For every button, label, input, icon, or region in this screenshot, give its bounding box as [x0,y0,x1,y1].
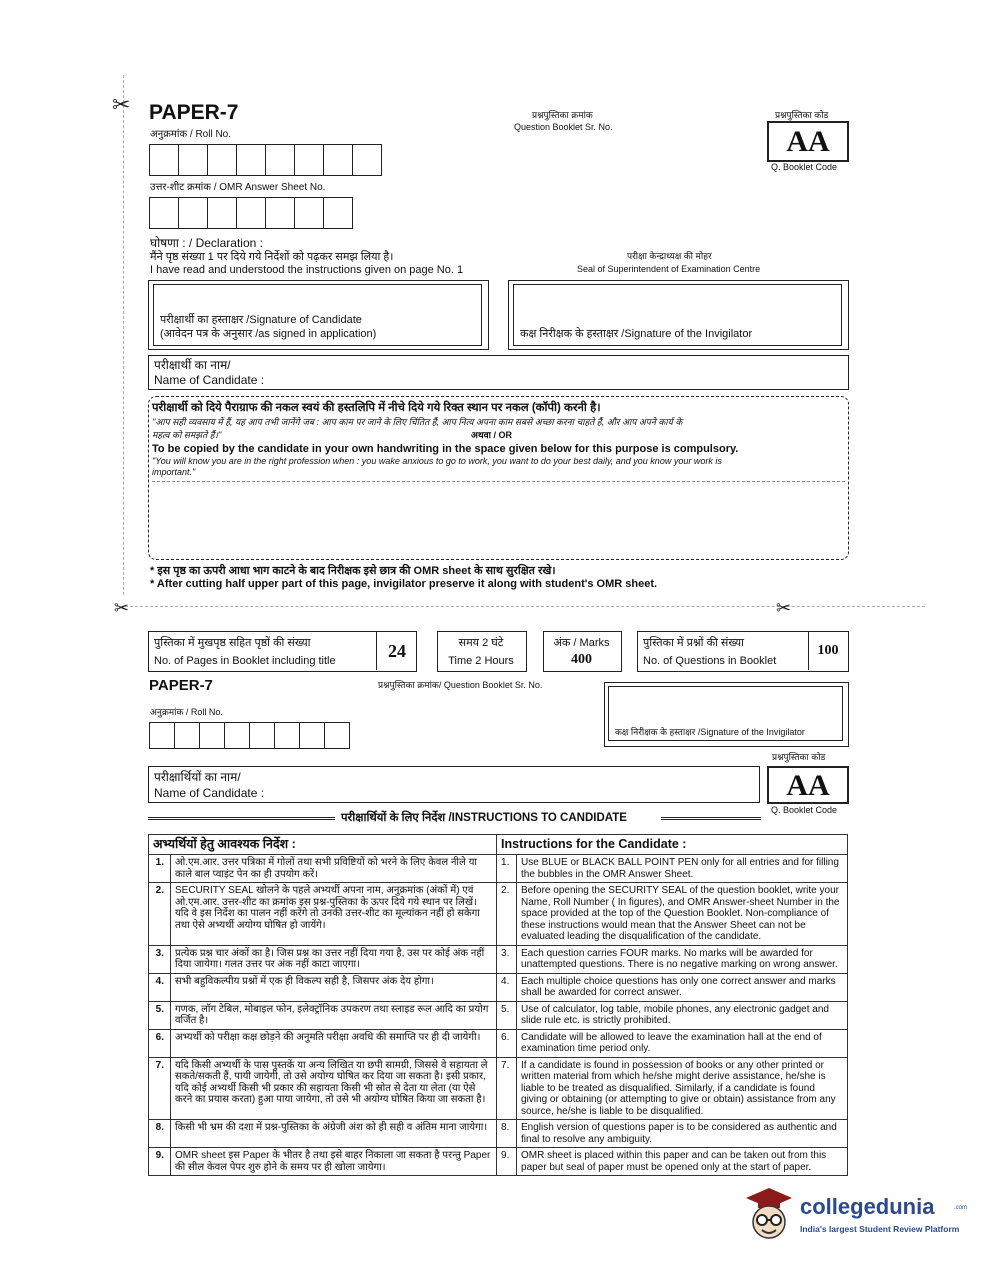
instruction-row: 1. ओ.एम.आर. उत्तर पत्रिका में गोलों तथा सभी प्रविष्टियों को भरने के लिए केवल नीले या काले बाल प्वाइंट पेन का ही उपयोग करें। 1. Use BLUE or BLACK BALL POINT PEN only for all entries and for filling the bubbles in the OMR Answer Sheet. [149,855,848,883]
questions-count-hi: पुस्तिका में प्रश्नों की संख्या [643,637,745,649]
instruction-hi: SECURITY SEAL खोलने के पहले अभ्यर्थी अपना नाम, अनुक्रमांक (अंकों में) एवं ओ.एम.आर. उत्तर-शीट का क्रमांक इस प्रश्न-पुस्तिका के ऊपर दिये गये स्थान पर लिखें। यदि वे इस निर्देश का पालन नहीं करेंगे तो उनकी उत्तर-शीट का मूल्यांकन नहीं हो सकेगा तथा ऐसे अभ्यर्थी अयोग्य घोषित हो जायेंगे। [171,883,497,946]
questions-count-box [637,631,849,672]
watermark-suffix: .com [954,1205,968,1211]
paper-title: PAPER-7 [149,101,239,124]
scissor-icon: ✂ [112,92,131,117]
collegedunia-watermark [742,1182,972,1244]
booklet-sr-en: Question Booklet Sr. No. [514,122,613,132]
candidate-name-en: Name of Candidate : [154,373,265,387]
candidate-signature-note: (आवेदन पत्र के अनुसार /as signed in application) [160,328,377,340]
invigilator-signature-box-bottom[interactable] [604,682,849,747]
instruction-hi: सभी बहुविकल्पीय प्रश्नों में एक ही विकल्प सही है, जिसपर अंक देय होगा। [171,973,497,1001]
instruction-hi: किसी भी भ्रम की दशा में प्रश्न-पुस्तिका के अंग्रेजी अंश को ही सही व अंतिम माना जायेगा। [171,1120,497,1148]
instructions-hi-header: अभ्यर्थियों हेतु आवश्यक निर्देश : [149,835,497,855]
cut-guide-vertical [123,75,124,595]
instruction-hi: OMR sheet इस Paper के भीतर है तथा इसे बाहर निकाला जा सकता है परन्तु Paper की सील केवल पेपर शुरु होने के समय पर ही खोला जायेगा। [171,1148,497,1176]
marks-box [543,631,622,672]
candidate-name-hi-bottom: परीक्षार्थियों का नाम/ [154,770,241,784]
omr-number-boxes[interactable] [149,197,353,229]
booklet-code-value-bottom: AA [786,769,830,802]
seal-en: Seal of Superintendent of Examination Centre [577,264,761,274]
candidate-name-box[interactable] [148,355,849,390]
candidate-name-box-bottom[interactable] [148,766,760,803]
instruction-row: 2. SECURITY SEAL खोलने के पहले अभ्यर्थी अपना नाम, अनुक्रमांक (अंकों में) एवं ओ.एम.आर. उत्तर-शीट का क्रमांक इस प्रश्न-पुस्तिका के ऊपर दिये गये स्थान पर लिखें। यदि वे इस निर्देश का पालन नहीं करेंगे तो उनकी उत्तर-शीट का मूल्यांकन नहीं हो सकेगा तथा ऐसे अभ्यर्थी अयोग्य घोषित हो जायेंगे। 2. Before opening the SECURITY SEAL of the question booklet, write your Name, Roll Number ( In figures), and OMR Answer-sheet Number in the space provided at the top of the Question Booklet. Non-compliance of these instructions would mean that the Answer Sheet can not be evaluated leading the disqualification of the candidate. [149,883,848,946]
instruction-en: Use BLUE or BLACK BALL POINT PEN only for all entries and for filling the bubbles in the OMR Answer Sheet. [517,855,848,883]
invigilator-signature-box[interactable] [508,280,849,350]
instruction-row: 7. यदि किसी अभ्यर्थी के पास पुस्तकें या अन्य लिखित या छपी सामग्री, जिससे वे सहायता ले सकते/सकती हैं, पायी जायेगी, तो उसे अयोग्य घोषित कर दिया जा सकता है। इसी प्रकार, यदि कोई अभ्यर्थी किसी भी प्रकार की सहायता किसी भी स्रोत से देता या लेता (या ऐसे करने का प्रयास करता) हुआ पाया जायेगा, तो उसे भी अयोग्य घोषित किया जा सकता है। 7. If a candidate is found in possession of books or any other printed or written material from which he/she might derive assistance, he/she is liable to be treated as disqualified. Similarly, if a candidate is found giving or obtaining (or attempting to give or obtain) assistance from any source, he/she is liable to be disqualified. [149,1057,848,1120]
paragraph-instruction-en: To be copied by the candidate in your own handwriting in the space given below for this purpose is compulsory. [152,443,739,455]
booklet-code-value: AA [786,125,830,158]
pages-count-hi: पुस्तिका में मुखपृष्ठ सहित पृष्ठों की संख्या [154,637,311,649]
instruction-hi: अभ्यर्थी को परीक्षा कक्ष छोड़ने की अनुमति परीक्षा अवधि की समाप्ति पर ही दी जायेगी। [171,1029,497,1057]
instruction-row: 9. OMR sheet इस Paper के भीतर है तथा इसे बाहर निकाला जा सकता है परन्तु Paper की सील केवल पेपर शुरु होने के समय पर ही खोला जायेगा। 9. OMR sheet is placed within this paper and can be taken out from this paper but seal of paper must be opened only at the start of paper. [149,1148,848,1176]
or-label: अथवा / OR [471,430,512,440]
instruction-hi: प्रत्येक प्रश्न चार अंकों का है। जिस प्रश्न का उत्तर नहीं दिया गया है, उस पर कोई अंक नहीं दिया जायेगा। गलत उत्तर पर अंक नहीं काटा जाएगा। [171,945,497,973]
booklet-code-en-bottom: Q. Booklet Code [771,805,838,815]
writing-line [152,481,845,482]
instruction-en: Use of calculator, log table, mobile phones, any electronic gadget and slide rule etc. is strictly prohibited. [517,1001,848,1029]
paragraph-copy-box[interactable] [148,396,849,560]
seal-hi: परीक्षा केन्द्राध्यक्ष की मोहर [627,251,712,261]
instructions-en-header: Instructions for the Candidate : [497,835,848,855]
booklet-code-box [767,121,849,162]
instructions-title: परीक्षार्थियों के लिए निर्देश /INSTRUCTIONS TO CANDIDATE [341,812,627,824]
instruction-en: Each question carries FOUR marks. No marks will be awarded for unattempted questions. There is no negative marking on wrong answer. [517,945,848,973]
watermark-brand: collegedunia [800,1194,935,1219]
invigilator-signature-label-bottom: कक्ष निरीक्षक के हस्ताक्षर /Signature of the Invigilator [615,727,805,737]
paragraph-quote-en-line2: important." [152,467,196,477]
questions-count-value: 100 [817,643,839,658]
candidate-name-hi: परीक्षार्थी का नाम/ [154,358,231,372]
instruction-en: Before opening the SECURITY SEAL of the question booklet, write your Name, Roll Number ( In figures), and OMR Answer-sheet Number in the space provided at the top of the Question Booklet. Non-compliance of these instructions would mean that the Answer Sheet can not be evaluated leading the disqualification of the candidate. [517,883,848,946]
booklet-sr-bottom: प्रश्नपुस्तिका क्रमांक/ Question Booklet Sr. No. [378,680,543,690]
declaration-hi: मैंने पृष्ठ संख्या 1 पर दिये गये निर्देशों को पढ़कर समझ लिया है। [150,251,394,263]
instruction-en: English version of questions paper is to be considered as authentic and final to resolve any ambiguity. [517,1120,848,1148]
time-box [437,631,527,672]
instruction-row: 5. गणक, लॉग टेबिल, मोबाइल फोन, इलेक्ट्रॉनिक उपकरण तथा स्लाइड रूल आदि का प्रयोग वर्जित है। 5. Use of calculator, log table, mobile phones, any electronic gadget and slide rule etc. is strictly prohibited. [149,1001,848,1029]
pages-count-box [148,631,417,672]
instruction-en: If a candidate is found in possession of books or any other printed or written material from which he/she might derive assistance, he/she is liable to be treated as disqualified. Similarly, if a candidate is found giving or obtaining (or attempting to give or obtain) assistance from any source, he/she is liable to be disqualified. [517,1057,848,1120]
instructions-table [148,834,848,1176]
booklet-code-hi: प्रश्नपुस्तिका कोड [775,110,829,120]
booklet-sr-hi: प्रश्नपुस्तिका क्रमांक [532,110,593,120]
note-hi: * इस पृष्ठ का ऊपरी आधा भाग काटने के बाद निरीक्षक इसे छात्र की OMR sheet के साथ सुरक्षित रखे। [150,565,556,577]
instruction-hi: यदि किसी अभ्यर्थी के पास पुस्तकें या अन्य लिखित या छपी सामग्री, जिससे वे सहायता ले सकते/सकती हैं, पायी जायेगी, तो उसे अयोग्य घोषित कर दिया जा सकता है। इसी प्रकार, यदि कोई अभ्यर्थी किसी भी प्रकार की सहायता किसी भी स्रोत से देता या लेता (या ऐसे करने का प्रयास करता) हुआ पाया जायेगा, तो उसे भी अयोग्य घोषित किया जा सकता है। [171,1057,497,1120]
instructions-rule-left [148,817,335,824]
booklet-code-en: Q. Booklet Code [771,162,838,172]
marks-value: 400 [571,652,592,667]
time-en: Time 2 Hours [448,655,514,667]
instruction-en: OMR sheet is placed within this paper and can be taken out from this paper but seal of paper must be opened only at the start of paper. [517,1148,848,1176]
instruction-row: 6. अभ्यर्थी को परीक्षा कक्ष छोड़ने की अनुमति परीक्षा अवधि की समाप्ति पर ही दी जायेगी। 6. Candidate will be allowed to leave the examination hall at the end of examination time period only. [149,1029,848,1057]
pages-count-en: No. of Pages in Booklet including title [154,655,336,667]
booklet-code-hi-bottom: प्रश्नपुस्तिका कोड [772,752,826,762]
paper-title-bottom: PAPER-7 [149,677,213,694]
candidate-name-en-bottom: Name of Candidate : [154,786,265,800]
time-hi: समय 2 घंटे [458,637,504,649]
instructions-rule-right [661,817,761,824]
scissor-icon: ✂ [114,598,130,618]
paragraph-instruction-hi: परीक्षार्थी को दिये पैराग्राफ की नकल स्वयं की हस्तलिपि में नीचे दिये गये रिक्त स्थान पर नकल (कॉपी) करनी है। [152,402,601,414]
roll-number-boxes-bottom[interactable] [149,722,350,749]
paragraph-quote-hi-line1: ''आप सही व्यवसाय में हैं, यह आप तभी जानेंगे जब : आप काम पर जाने के लिए चिंतित हैं, आप नित्य अपना काम सबसे अच्छा करना चाहते हैं, और आप अपने कार्य के [152,417,683,427]
instruction-row: 3. प्रत्येक प्रश्न चार अंकों का है। जिस प्रश्न का उत्तर नहीं दिया गया है, उस पर कोई अंक नहीं दिया जायेगा। गलत उत्तर पर अंक नहीं काटा जाएगा। 3. Each question carries FOUR marks. No marks will be awarded for unattempted questions. There is no negative marking on wrong answer. [149,945,848,973]
watermark-tagline: India's largest Student Review Platform [800,1224,960,1234]
declaration-label: घोषणा : / Declaration : [150,236,263,250]
roll-number-boxes[interactable] [149,144,382,176]
pages-count-value: 24 [388,641,406,661]
note-en: * After cutting half upper part of this page, invigilator preserve it along with student's OMR sheet. [150,578,658,590]
paragraph-quote-en-line1: "You will know you are in the right profession when : you wake anxious to go to work, you want to do your best daily, and you know your work is [152,456,722,466]
instruction-en: Candidate will be allowed to leave the examination hall at the end of examination time period only. [517,1029,848,1057]
invigilator-signature-label: कक्ष निरीक्षक के हस्ताक्षर /Signature of the Invigilator [520,328,753,340]
omr-label: उत्तर-शीट क्रमांक / OMR Answer Sheet No. [150,182,326,193]
questions-count-en: No. of Questions in Booklet [643,655,777,667]
marks-label: अंक / Marks [553,637,610,649]
candidate-signature-label: परीक्षार्थी का हस्ताक्षर /Signature of Candidate [160,314,362,326]
roll-label-bottom: अनुक्रमांक / Roll No. [150,707,223,717]
roll-label: अनुक्रमांक / Roll No. [150,129,232,140]
declaration-en: I have read and understood the instructions given on page No. 1 [150,264,464,276]
instruction-en: Each multiple choice questions has only one correct answer and marks shall be awarded for correct answer. [517,973,848,1001]
cut-guide-horizontal [125,606,925,607]
instruction-hi: ओ.एम.आर. उत्तर पत्रिका में गोलों तथा सभी प्रविष्टियों को भरने के लिए केवल नीले या काले बाल प्वाइंट पेन का ही उपयोग करें। [171,855,497,883]
collegedunia-logo-icon [742,1182,796,1244]
instruction-hi: गणक, लॉग टेबिल, मोबाइल फोन, इलेक्ट्रॉनिक उपकरण तथा स्लाइड रूल आदि का प्रयोग वर्जित है। [171,1001,497,1029]
booklet-code-box-bottom [767,766,849,804]
instruction-row: 4. सभी बहुविकल्पीय प्रश्नों में एक ही विकल्प सही है, जिसपर अंक देय होगा। 4. Each multiple choice questions has only one correct answer and marks shall be awarded for correct answer. [149,973,848,1001]
paragraph-quote-hi-line2: महत्व को समझते हैं।'' [152,430,222,440]
candidate-signature-box[interactable] [148,280,489,350]
scissor-icon: ✂ [776,598,792,618]
instruction-row: 8. किसी भी भ्रम की दशा में प्रश्न-पुस्तिका के अंग्रेजी अंश को ही सही व अंतिम माना जायेगा। 8. English version of questions paper is to be considered as authentic and final to resolve any ambiguity. [149,1120,848,1148]
